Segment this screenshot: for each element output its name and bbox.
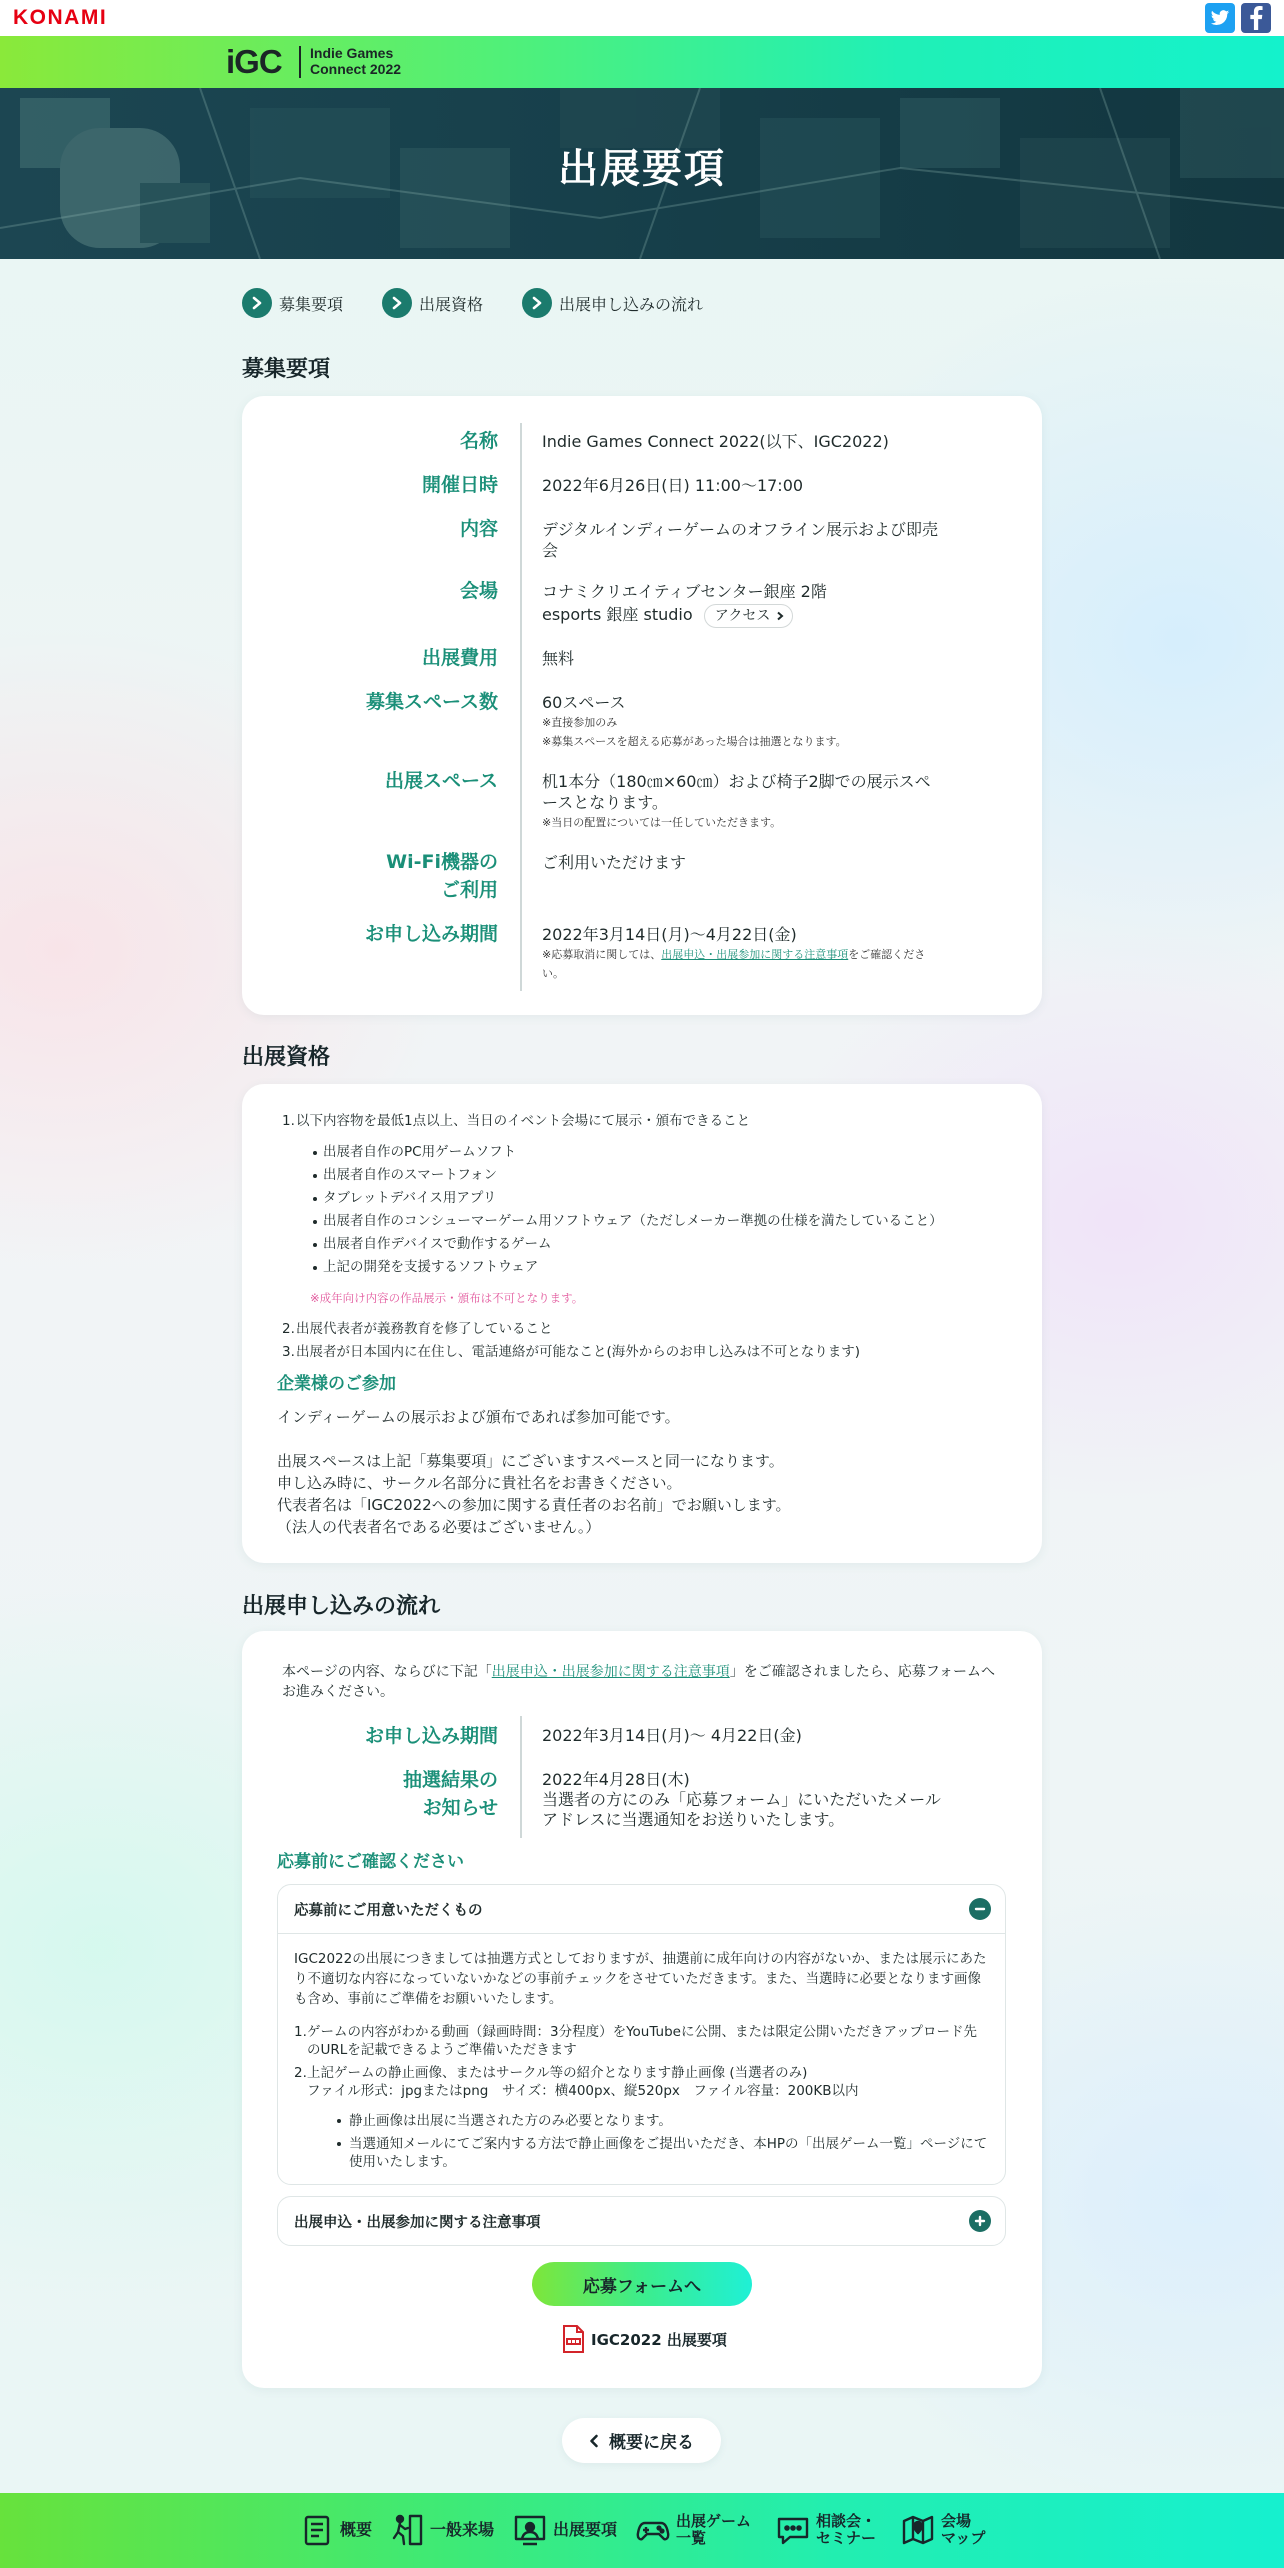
flow-card xyxy=(242,1631,1042,2388)
venue-line-1: コナミクリエイティブセンター銀座 2階 xyxy=(542,582,827,601)
company-line: 出展スペースは上記「募集要項」にございますスペースと同一になります。 xyxy=(277,1452,784,1470)
note-text: をご確認ください。 xyxy=(542,948,926,980)
detail-label: 名称 xyxy=(459,430,498,452)
item-number: 2. xyxy=(282,1321,295,1337)
list-item xyxy=(294,2064,989,2100)
footer-item-venue-map[interactable] xyxy=(901,2511,985,2549)
file-spec: ファイル形式：jpgまたはpng サイズ：横400px、縦520px ファイル容量：200KB以内 xyxy=(307,2083,859,2099)
chat-bubble-icon xyxy=(776,2513,810,2547)
accordion-title: 応募前にご用意いただくもの xyxy=(294,1902,483,1919)
visitor-entrance-icon xyxy=(390,2513,424,2547)
bullet-icon xyxy=(313,1197,317,1201)
detail-label: 募集スペース数 xyxy=(365,691,498,713)
accordion-title: 出展申込・出展参加に関する注意事項 xyxy=(294,2214,541,2231)
detail-value: 無料 xyxy=(542,649,575,668)
section-heading-flow: 出展申し込みの流れ xyxy=(242,1594,441,1619)
application-period: 2022年3月14日(月)～4月22日(金) xyxy=(542,925,797,944)
detail-label: お申し込み期間 xyxy=(364,923,498,945)
intro-text: 」をご確認されましたら、応募フォームへお進みください。 xyxy=(282,1664,996,1700)
flow-details xyxy=(242,1722,1042,1846)
content-type-list xyxy=(282,1141,1002,1279)
footer-label-line-2: 一覧 xyxy=(676,2529,707,2547)
footer-label: 出展要項 xyxy=(553,2520,618,2539)
company-intro: インディーゲームの展示および頒布であれば参加可能です。 xyxy=(277,1408,680,1426)
preparation-list xyxy=(294,2023,989,2100)
list-item-text: 当選通知メールにてご案内する方法で静止画像をご提出いただき、本HPの「出展ゲーム一覧」ページにて使用いたします。 xyxy=(349,2136,988,2170)
chevron-right-icon xyxy=(382,288,412,318)
back-button-label: 概要に戻る xyxy=(609,2433,694,2453)
apply-form-button[interactable]: 応募フォームへ xyxy=(532,2262,752,2306)
facebook-icon[interactable] xyxy=(1241,3,1271,33)
eligibility-card xyxy=(242,1084,1042,1563)
note-text: ※当日の配置については一任していただきます。 xyxy=(542,816,782,829)
list-item-text: 出展者自作デバイスで動作するゲーム xyxy=(323,1236,552,1252)
list-item xyxy=(282,1164,1002,1187)
twitter-icon[interactable] xyxy=(1205,3,1235,33)
list-item xyxy=(282,1256,1002,1279)
bullet-icon xyxy=(337,2119,341,2123)
requirements-list xyxy=(282,1110,1002,1364)
recruitment-details xyxy=(242,427,1042,999)
item-number: 1. xyxy=(282,1113,295,1129)
detail-row xyxy=(242,644,1042,672)
logo-line-2: Connect 2022 xyxy=(310,61,402,77)
pdf-link-label: IGC2022 出展要項 xyxy=(591,2330,727,2349)
item-text-main: 上記ゲームの静止画像、またはサークル等の紹介となります静止画像 (当選者のみ) xyxy=(307,2065,808,2081)
pre-application-heading: 応募前にご確認ください xyxy=(277,1852,464,1872)
item-number: 1. xyxy=(294,2024,307,2040)
chevron-right-icon xyxy=(242,288,272,318)
list-item xyxy=(294,2023,989,2059)
list-item-text: 上記の開発を支援するソフトウェア xyxy=(323,1259,539,1275)
label-line-1: Wi-Fi機器の xyxy=(386,851,498,873)
list-item xyxy=(337,2112,989,2130)
gamepad-icon xyxy=(636,2513,670,2547)
list-item xyxy=(282,1141,1002,1164)
detail-value: ご利用いただけます xyxy=(542,853,687,872)
detail-value xyxy=(542,1766,942,1830)
detail-row xyxy=(242,427,1042,455)
access-button-label: アクセス xyxy=(714,607,771,624)
detail-label: 開催日時 xyxy=(421,474,498,496)
anchor-link-flow[interactable] xyxy=(522,288,703,318)
map-icon xyxy=(901,2513,935,2547)
brand-bar xyxy=(0,36,1284,88)
label-line-2: お知らせ xyxy=(422,1797,498,1819)
detail-value xyxy=(542,577,942,628)
item-number: 2. xyxy=(294,2065,307,2081)
result-date: 2022年4月28日(木) xyxy=(542,1770,690,1789)
detail-value xyxy=(542,688,942,751)
company-line: 申し込み時に、サークル名部分に貴社名をお書きください。 xyxy=(277,1474,682,1492)
section-heading-eligibility: 出展資格 xyxy=(242,1045,331,1070)
footer-label xyxy=(941,2513,985,2547)
accordion-header[interactable] xyxy=(278,1885,1005,1933)
plus-icon[interactable] xyxy=(969,2210,991,2232)
footer-label xyxy=(816,2513,876,2547)
notice-link[interactable]: 出展申込・出展参加に関する注意事項 xyxy=(491,1664,730,1680)
venue-studio-name: esports 銀座 studio xyxy=(542,605,693,624)
footer-nav xyxy=(0,2493,1284,2568)
bullet-icon xyxy=(313,1174,317,1178)
list-item xyxy=(282,1233,1002,1256)
konami-logo[interactable]: KONAMI xyxy=(13,6,108,29)
detail-row xyxy=(242,767,1042,832)
bullet-icon xyxy=(313,1266,317,1270)
list-item xyxy=(337,2135,989,2171)
detail-value: 2022年3月14日(月)～ 4月22日(金) xyxy=(542,1726,802,1745)
accordion-notes xyxy=(277,2196,1006,2246)
chevron-right-icon xyxy=(776,611,784,621)
list-item-text: 出展者自作のスマートフォン xyxy=(323,1167,498,1183)
list-item-text: 出展者自作のPC用ゲームソフト xyxy=(323,1144,517,1160)
accordion-header[interactable] xyxy=(278,2197,1005,2245)
item-text: 出展者が日本国内に在住し、電話連絡が可能なこと(海外からのお申し込みは不可となります) xyxy=(296,1344,861,1360)
top-bar xyxy=(0,0,1284,36)
footer-label-line-1: 会場 xyxy=(941,2512,972,2530)
space-description: 机1本分（180㎝×60㎝）および椅子2脚での展示スペースとなります。 xyxy=(542,772,931,812)
minus-icon[interactable] xyxy=(969,1898,991,1920)
footer-label-line-1: 出展ゲーム xyxy=(676,2512,752,2530)
company-line: 代表者名は「IGC2022への参加に関する責任者のお名前」でお願いします。 xyxy=(277,1496,791,1514)
footer-label: 一般来場 xyxy=(430,2520,495,2539)
label-line-1: 抽選結果の xyxy=(402,1769,498,1791)
detail-value xyxy=(542,767,942,832)
flow-intro xyxy=(282,1662,998,1702)
logo-divider xyxy=(299,46,301,78)
anchor-link-recruitment[interactable] xyxy=(242,288,343,318)
adult-content-note: ※成年向け内容の作品展示・頒布は不可となります。 xyxy=(310,1291,584,1305)
detail-value: Indie Games Connect 2022(以下、IGC2022) xyxy=(542,432,889,451)
company-line: （法人の代表者名である必要はございません。） xyxy=(277,1518,601,1536)
detail-label: 内容 xyxy=(459,518,498,540)
list-item-text: 出展者自作のコンシューマーゲーム用ソフトウェア（ただしメーカー準拠の仕様を満たしていること） xyxy=(323,1213,943,1229)
detail-label: 会場 xyxy=(459,580,498,602)
hero-banner xyxy=(0,88,1284,259)
list-item xyxy=(282,1187,1002,1210)
detail-row xyxy=(242,471,1042,499)
note-text: ※応募取消に関しては、 xyxy=(542,948,662,961)
detail-row xyxy=(242,688,1042,751)
footer-label xyxy=(676,2513,751,2547)
requirement-item xyxy=(282,1318,1002,1341)
detail-label: 出展費用 xyxy=(421,647,498,669)
company-participation-heading: 企業様のご参加 xyxy=(277,1374,396,1394)
footer-label: 概要 xyxy=(340,2520,373,2539)
detail-value: デジタルインディーゲームのオフライン展示および即売会 xyxy=(542,520,939,560)
footer-label-line-1: 相談会・ xyxy=(816,2512,877,2530)
bullet-icon xyxy=(337,2142,341,2146)
page-title: 出展要項 xyxy=(558,146,726,192)
footer-item-visitors[interactable] xyxy=(390,2511,494,2549)
detail-row xyxy=(242,848,1042,904)
section-heading-recruitment: 募集要項 xyxy=(242,357,331,382)
back-to-overview-button[interactable] xyxy=(562,2418,721,2463)
item-text: 以下内容物を最低1点以上、当日のイベント会場にて展示・頒布できること xyxy=(296,1113,751,1129)
accordion-prepare xyxy=(277,1884,1006,2185)
presenter-board-icon xyxy=(513,2513,547,2547)
access-button[interactable] xyxy=(704,604,794,628)
detail-row xyxy=(242,920,1042,983)
detail-value: 2022年6月26日(日) 11:00～17:00 xyxy=(542,476,804,495)
detail-value xyxy=(542,920,942,983)
chevron-left-icon xyxy=(589,2434,599,2448)
item-text: 出展代表者が義務教育を修了していること xyxy=(296,1321,553,1337)
notice-link[interactable]: 出展申込・出展参加に関する注意事項 xyxy=(661,948,849,961)
accordion-paragraph: IGC2022の出展につきましては抽選方式としておりますが、抽選前に成年向けの内容がないか、または展示にあたり不適切な内容になっていないかなどの事前チェックをさせていただきます。また、当選時に必要となります画像も含め、事前にご準備をお願いいたします。 xyxy=(294,1951,987,2007)
intro-text: 本ページの内容、ならびに下記「 xyxy=(282,1664,492,1680)
company-participation-text xyxy=(277,1406,1007,1538)
item-text: ゲームの内容がわかる動画（録画時間：3分程度）をYouTubeに公開、または限定公開いただきアップロード先のURLを記載できるようご準備いただきます xyxy=(307,2024,978,2058)
footer-item-seminar[interactable] xyxy=(776,2511,876,2549)
chevron-right-icon xyxy=(522,288,552,318)
detail-label: 出展スペース xyxy=(384,770,498,792)
result-description: 当選者の方にのみ「応募フォーム」にいただいたメールアドレスに当選通知をお送りいたします。 xyxy=(542,1790,941,1829)
recruitment-card xyxy=(242,396,1042,1015)
list-item-text: 静止画像は出展に当選された方のみ必要となります。 xyxy=(349,2113,672,2129)
detail-row xyxy=(242,577,1042,628)
footer-item-exhibitor-guide[interactable] xyxy=(513,2511,617,2549)
detail-label xyxy=(242,848,498,904)
note-text: ※募集スペースを超える応募があった場合は抽選となります。 xyxy=(542,735,847,748)
document-icon xyxy=(300,2513,334,2547)
accordion-body xyxy=(278,1933,1005,2183)
footer-label-line-2: セミナー xyxy=(816,2529,877,2547)
pdf-icon xyxy=(562,2325,585,2353)
footer-item-game-list[interactable] xyxy=(636,2511,751,2549)
venue-line-2 xyxy=(542,602,942,628)
cancellation-note xyxy=(542,945,942,983)
space-count: 60スペース xyxy=(542,693,626,712)
logo-line-1: Indie Games xyxy=(310,45,394,61)
requirement-item xyxy=(282,1341,1002,1364)
detail-label xyxy=(242,1766,498,1830)
spacer xyxy=(277,1428,1007,1450)
detail-row xyxy=(242,515,1042,561)
bullet-icon xyxy=(313,1220,317,1224)
anchor-label: 出展申し込みの流れ xyxy=(559,294,704,314)
detail-label: お申し込み期間 xyxy=(364,1725,498,1747)
image-notes-list xyxy=(294,2112,989,2171)
igc-logo-text xyxy=(310,45,401,77)
igc-logo-mark[interactable]: iGC xyxy=(226,43,282,80)
detail-row xyxy=(242,1766,1042,1830)
anchor-link-eligibility[interactable] xyxy=(382,288,483,318)
pdf-download-link[interactable] xyxy=(562,2325,727,2353)
footer-item-overview[interactable] xyxy=(300,2511,372,2549)
bullet-icon xyxy=(313,1151,317,1155)
anchor-label: 出展資格 xyxy=(419,294,484,314)
list-item xyxy=(282,1210,1002,1233)
list-item-text: タブレットデバイス用アプリ xyxy=(323,1190,497,1206)
note-text: ※直接参加のみ xyxy=(542,716,618,729)
requirement-item xyxy=(282,1110,1002,1133)
anchor-label: 募集要項 xyxy=(279,294,344,314)
bullet-icon xyxy=(313,1243,317,1247)
detail-row xyxy=(242,1722,1042,1750)
footer-label-line-2: マップ xyxy=(941,2529,986,2547)
label-line-2: ご利用 xyxy=(440,879,498,901)
item-text xyxy=(307,2064,859,2100)
item-number: 3. xyxy=(282,1344,295,1360)
